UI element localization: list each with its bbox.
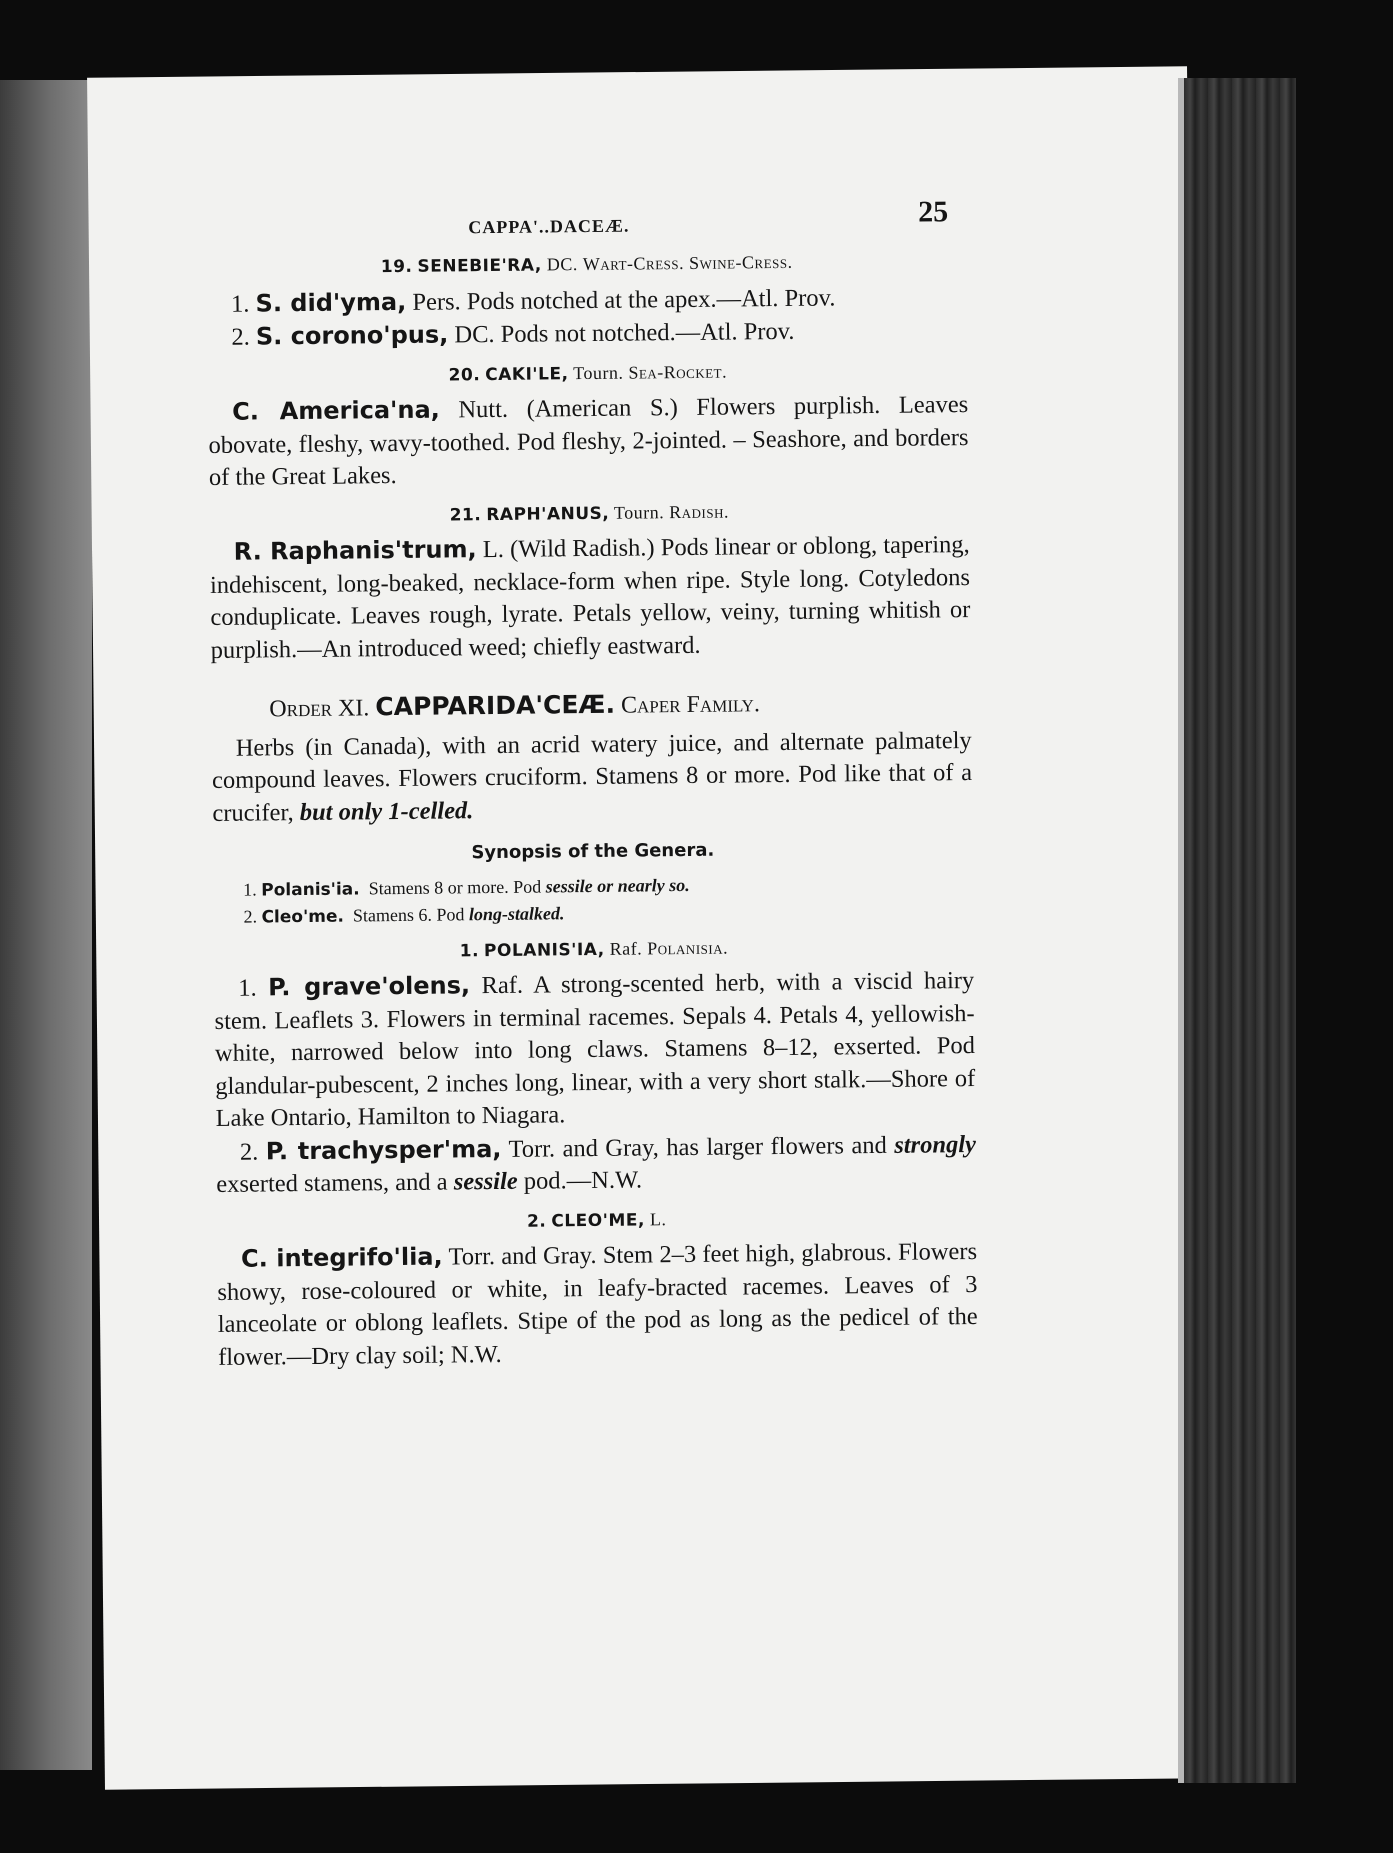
synopsis-italic: long-stalked. <box>468 902 565 924</box>
order-description-italic: but only 1-celled. <box>299 796 474 826</box>
species-description: exserted stamens, and a <box>216 1168 448 1198</box>
species-italic: strongly <box>894 1130 977 1159</box>
genus-name: CLEO'ME, <box>551 1209 645 1231</box>
synopsis-genus: Cleo'me. <box>261 906 345 927</box>
order-name: CAPPARIDA'CEÆ. <box>375 689 616 722</box>
order-common-name: Caper Family. <box>620 691 761 719</box>
species-entry <box>208 388 969 494</box>
species-name: P. grave'olens, <box>267 971 471 1002</box>
species-entry <box>207 313 967 354</box>
species-entry <box>210 528 971 667</box>
genus-authority: Raf. <box>609 937 643 959</box>
species-description: L. (Wild Radish.) Pods linear or oblong, tapering, indehiscent, long-beaked, necklace-form when ripe. Style long. Cotyledons conduplicate. Leaves rough, lyrate. Petals yellow, veiny, turning whitish or purplish.—An introduced weed; chiefly eastward. <box>209 531 971 664</box>
genus-name: POLANIS'IA, <box>483 939 605 961</box>
synopsis-number: 1. <box>243 879 257 900</box>
genus-heading-raphanus <box>209 493 969 534</box>
genus-common-name: Polanisia. <box>647 937 729 958</box>
species-description: Torr. and Gray, has larger flowers and <box>508 1131 887 1163</box>
species-name: R. Raphanis'trum, <box>233 535 477 566</box>
genus-common-name: Wart-Cress. Swine-Cress. <box>582 251 793 275</box>
synopsis-genus: Polanis'ia. <box>261 878 360 900</box>
species-entry <box>216 1127 977 1201</box>
species-description: Torr. and Gray. Stem 2–3 feet high, glabrous. Flowers showy, rose-coloured or white, in leafy-bracted racemes. Leaves of 3 lanceolate or oblong leaflets. Stipe of the pod as long as the pedicel of the flower.—Dry clay soil; N.W. <box>217 1237 978 1371</box>
genus-authority: L. <box>649 1208 667 1229</box>
genus-common-name: Sea-Rocket. <box>628 361 728 383</box>
species-description: pod.—N.W. <box>523 1166 643 1195</box>
genus-name: SENEBIE'RA, <box>417 255 542 277</box>
genus-number: 19. <box>380 256 413 278</box>
genus-heading-senebiera <box>207 244 967 285</box>
book-binding <box>1178 78 1296 1783</box>
species-italic: sessile <box>453 1167 518 1196</box>
genus-heading-cakile <box>208 353 968 394</box>
species-name: C. integrifo'lia, <box>240 1242 443 1273</box>
facing-page-edge <box>0 80 92 1770</box>
page-number: 25 <box>917 195 949 229</box>
order-description <box>212 725 973 830</box>
species-number: 2. <box>231 323 250 351</box>
order-label: Order XI. <box>269 695 370 723</box>
genus-common-name: Radish. <box>669 501 730 522</box>
genus-name: RAPH'ANUS, <box>486 503 610 525</box>
genus-number: 21. <box>449 504 482 525</box>
species-description: Raf. A strong-scented herb, with a viscid hairy stem. Leaflets 3. Flowers in terminal racemes. Sepals 4. Petals 4, yellowish-white, narrowed below into long claws. Stamens 8–12, exserted. Pod glandular-pubescent, 2 inches long, linear, with a very short stalk.—Shore of Lake Ontario, Hamilton to Niagara. <box>214 966 976 1132</box>
species-number: 1. <box>230 290 250 318</box>
genus-number: 1. <box>459 940 480 961</box>
synopsis-italic: sessile or nearly so. <box>545 874 690 896</box>
synopsis-number: 2. <box>243 906 258 927</box>
page-text <box>206 192 978 1374</box>
genus-name: CAKI'LE, <box>485 363 569 385</box>
order-description-text: Herbs (in Canada), with an acrid watery juice, and alternate palmately compound leaves. Flowers cruciform. Stamens 8 or more. Pod like that of a crucifer, <box>211 726 973 827</box>
species-name: C. America'na, <box>232 395 440 426</box>
genus-authority: Tourn. <box>573 362 624 383</box>
genus-heading-polanisia <box>214 929 974 970</box>
genus-heading-cleome <box>217 1199 977 1240</box>
species-number: 1. <box>238 974 257 1002</box>
synopsis-text: Stamens 6. Pod <box>352 903 465 926</box>
genus-number: 20. <box>448 364 481 385</box>
running-title: CAPPA'..DACEÆ. <box>468 215 630 238</box>
genus-number: 2. <box>526 1210 547 1232</box>
species-description: Pers. Pods notched at the apex.—Atl. Prov. <box>412 283 836 316</box>
species-entry <box>217 1235 978 1374</box>
genus-authority: Tourn. <box>613 501 665 523</box>
species-entry <box>214 964 976 1135</box>
species-name: S. did'yma, <box>255 287 407 317</box>
species-name: S. corono'pus, <box>255 320 449 351</box>
species-number: 2. <box>239 1138 259 1166</box>
running-header <box>206 192 966 246</box>
synopsis-title: Synopsis of the Genera. <box>471 839 715 864</box>
species-name: P. trachysper'ma, <box>265 1134 502 1165</box>
species-description: Nutt. (American S.) Flowers purplish. Leaves obovate, fleshy, wavy-toothed. Pod fleshy, 2-jointed. – Seashore, and borders of the Great Lakes. <box>208 391 969 491</box>
order-heading <box>269 685 971 726</box>
synopsis-text: Stamens 8 or more. Pod <box>368 876 542 898</box>
genus-authority: DC. <box>546 254 578 275</box>
species-description: DC. Pods not notched.—Atl. Prov. <box>454 317 795 349</box>
